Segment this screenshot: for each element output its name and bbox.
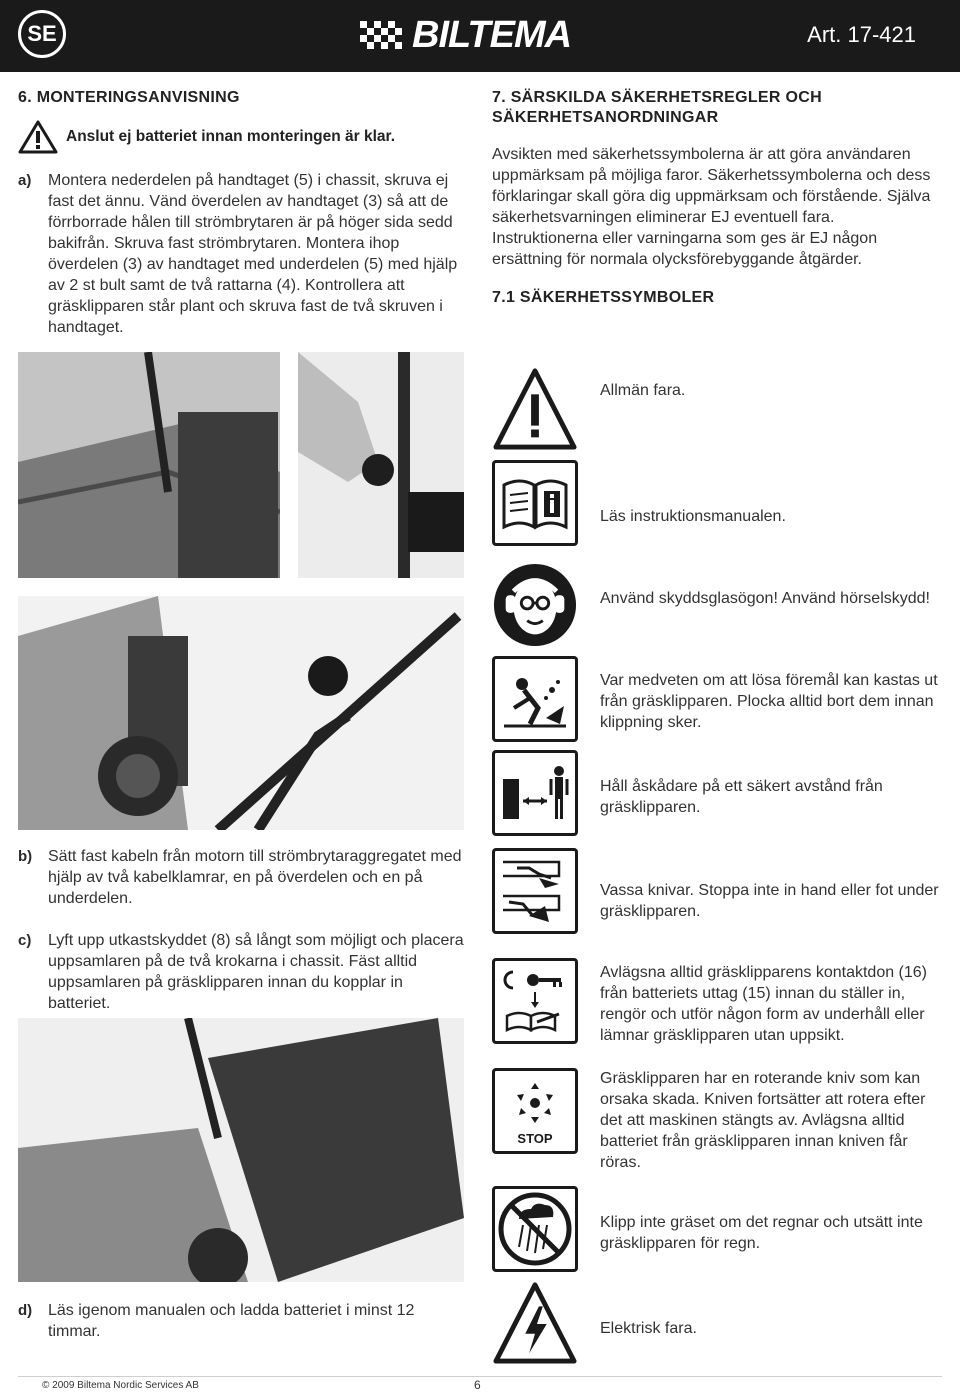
- brand-name: BILTEMA: [412, 14, 572, 56]
- step-b: [18, 846, 468, 909]
- symbol-row: [492, 656, 948, 742]
- step-text: Lyft upp utkastskyddet (8) så långt som möjligt och placera uppsamlaren på de två krokarna i chassit. Fäst alltid uppsamlaren på gräsklipparen innan du kopplar in batteriet.: [48, 932, 464, 1012]
- remove-key-icon: [492, 958, 578, 1044]
- sharp-blades-icon: [492, 848, 578, 934]
- eye-ear-protection-icon: [492, 562, 578, 648]
- article-number: Art. 17-421: [807, 22, 916, 47]
- page-header: [0, 0, 960, 72]
- step-letter: b): [18, 848, 33, 865]
- photo-grass-catcher: [18, 1018, 464, 1282]
- symbol-row: [492, 366, 948, 452]
- warning-row: [18, 120, 468, 154]
- symbol-text: Avlägsna alltid gräsklipparens kontaktdon (16) från batteriets uttag (15) innan du ställer in, rengör och utför någon form av underhåll eller lämnar gräsklipparen utan uppsikt.: [600, 964, 928, 1044]
- step-text: Sätt fast kabeln från motorn till strömbrytaraggregatet med hjälp av två kabelklamrar, en på överdelen och en på underdelen.: [48, 848, 462, 907]
- step-letter: c): [18, 932, 32, 949]
- photo-handle-assembled: [18, 596, 464, 830]
- electric-hazard-icon: [492, 1280, 578, 1366]
- symbol-text: Klipp inte gräset om det regnar och utsätt inte gräsklipparen för regn.: [600, 1214, 923, 1252]
- checkered-flag-icon: [360, 21, 404, 51]
- symbol-row: [492, 750, 948, 836]
- warning-triangle-icon: [18, 120, 58, 154]
- copyright: © 2009 Biltema Nordic Services AB: [42, 1380, 199, 1391]
- step-d-wrap: [18, 1300, 468, 1342]
- symbol-text: Håll åskådare på ett säkert avstånd från gräsklipparen.: [600, 778, 883, 816]
- symbol-row: [492, 562, 948, 648]
- symbol-text: Allmän fara.: [600, 382, 686, 399]
- symbol-row: [492, 1280, 948, 1366]
- page-number: 6: [474, 1378, 481, 1392]
- symbol-text: Läs instruktionsmanualen.: [600, 508, 786, 525]
- step-text: Läs igenom manualen och ladda batteriet i minst 12 timmar.: [48, 1302, 415, 1340]
- step-letter: d): [18, 1302, 33, 1319]
- rotating-blade-stop-icon: [492, 1068, 578, 1154]
- subsection-title: 7.1 SÄKERHETSSYMBOLER: [492, 289, 715, 306]
- symbol-text: Gräsklipparen har en roterande kniv som kan orsaka skada. Kniven fortsätter att rotera efter det att maskinen stängts av. Avlägsna alltid batteriet från gräsklipparen innan kniven får röras.: [600, 1070, 926, 1171]
- symbol-text: Vassa knivar. Stoppa inte in hand eller fot under gräsklipparen.: [600, 882, 939, 920]
- country-badge: SE: [18, 10, 66, 58]
- section-title: 6. MONTERINGSANVISNING: [18, 89, 240, 106]
- warning-text: Anslut ej batteriet innan monteringen är klar.: [66, 128, 396, 145]
- photo-handle-knob: [298, 352, 464, 578]
- read-manual-icon: [492, 460, 578, 546]
- steps-b-c: [18, 846, 468, 1014]
- step-c: [18, 930, 468, 1014]
- symbol-row: [492, 460, 948, 546]
- step-d: [18, 1300, 468, 1342]
- stop-label: STOP: [517, 1131, 553, 1146]
- photo-mower-front: [18, 352, 280, 578]
- step-letter: a): [18, 172, 32, 189]
- brand-logo: [360, 14, 571, 57]
- thrown-objects-icon: [492, 656, 578, 742]
- symbol-row: [492, 958, 948, 1046]
- general-danger-icon: [492, 366, 578, 452]
- safety-intro: Avsikten med säkerhetssymbolerna är att göra användaren uppmärksam på möjliga faror. Säkerhetssymbolerna och dess förklaringar skall göra dig uppmärksam och förstående. Själva säkerhetsvarningen eliminerar EJ eventuell fara. Instruktionerna eller varningarna som ges är EJ någon ersättning för normala olycksförebyggande åtgärder.: [492, 146, 931, 268]
- step-a: [18, 170, 468, 338]
- symbol-row: [492, 848, 948, 934]
- assembly-section: [18, 88, 468, 338]
- section-title: 7. SÄRSKILDA SÄKERHETSREGLER OCH SÄKERHETSANORDNINGAR: [492, 89, 822, 126]
- symbol-text: Använd skyddsglasögon! Använd hörselskydd!: [600, 590, 930, 607]
- no-rain-icon: [492, 1186, 578, 1272]
- symbol-text: Elektrisk fara.: [600, 1320, 697, 1337]
- keep-distance-icon: [492, 750, 578, 836]
- symbol-row: [492, 1068, 948, 1173]
- symbol-row: [492, 1186, 948, 1272]
- symbol-text: Var medveten om att lösa föremål kan kastas ut från gräsklipparen. Plocka alltid bort dem innan klippning sker.: [600, 672, 938, 731]
- footer-divider: [18, 1376, 942, 1377]
- safety-section: [492, 88, 942, 308]
- step-text: Montera nederdelen på handtaget (5) i chassit, skruva ej fast det ännu. Vänd överdelen av handtaget (3) så att de förrborrade hålen till strömbrytaren är på höger sida sedd bakifrån. Skruva fast strömbrytaren. Montera ihop överdelen (3) av handtaget med underdelen (5) med hjälp av 2 st bult samt de två rattarna (4). Kontrollera att gräsklipparen står plant och skruva fast de två skruven i handtaget.: [48, 172, 458, 336]
